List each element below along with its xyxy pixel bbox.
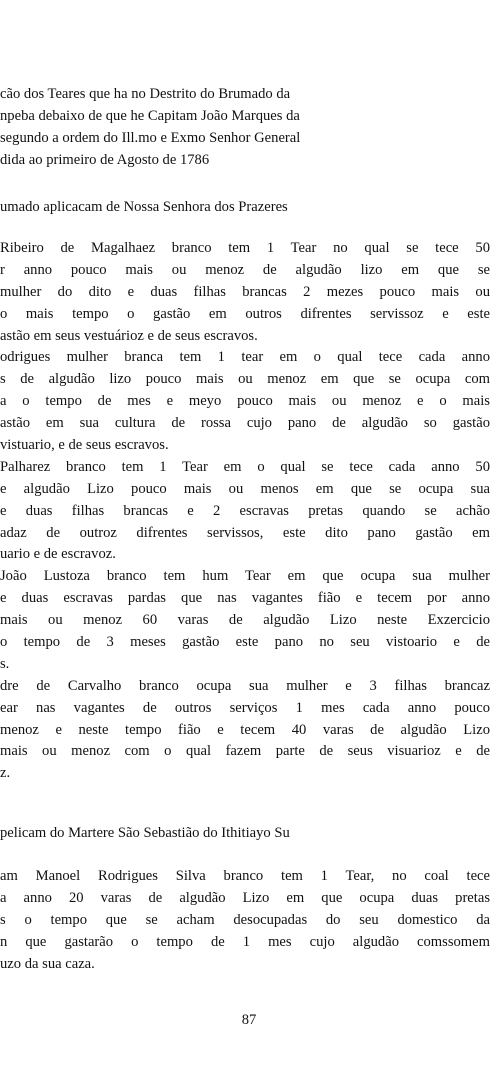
- entry-line: a o tempo de mes e meyo pouco mais ou menoz e o mais: [0, 393, 490, 410]
- entry-line: Ribeiro de Magalhaez branco tem 1 Tear no qual se tece 50: [0, 240, 490, 256]
- document-header: [0, 84, 490, 172]
- header-line: segundo a ordem do Ill.mo e Exmo Senhor General: [0, 129, 301, 146]
- entry-line: mais ou menoz com o qual fazem parte de seus visuarioz e de: [0, 743, 490, 760]
- entry-line: astão em seus vestuárioz e de seus escravos.: [0, 327, 258, 344]
- entry-line: a anno 20 varas de algudão Lizo em que ocupa duas pretas: [0, 889, 490, 906]
- entry-line: astão em sua cultura de rossa cujo pano de algudão so gastão: [0, 415, 490, 432]
- entry-line: João Lustoza branco tem hum Tear em que ocupa sua mulher: [0, 568, 490, 585]
- entry-line: r anno pouco mais ou menoz de algudão lizo em que se: [0, 261, 490, 278]
- entry-line: s de algudão lizo pouco mais ou menoz em que se ocupa com: [0, 371, 490, 388]
- entry-line: s o tempo que se acham desocupadas do seu domestico da: [0, 911, 490, 928]
- section-heading-text: pelicam do Martere São Sebastião do Ithitiayo Su: [0, 825, 290, 841]
- entry-line: adaz de outroz difrentes servissos, este dito pano gastão em: [0, 524, 490, 541]
- section-heading-text: umado aplicacam de Nossa Senhora dos Prazeres: [0, 199, 288, 215]
- entry-line: odrigues mulher branca tem 1 tear em o qual tece cada anno: [0, 349, 490, 366]
- entry-line: s.: [0, 655, 10, 672]
- entry-line: vistuario, e de seus escravos.: [0, 437, 169, 454]
- entry-line: o mais tempo o gastão em outros difrentes servissoz e este: [0, 305, 490, 322]
- entry-line: uario e de escravoz.: [0, 546, 116, 563]
- header-line: dida ao primeiro de Agosto de 1786: [0, 151, 210, 168]
- entry-line: am Manoel Rodrigues Silva branco tem 1 Tear, no coal tece: [0, 868, 490, 884]
- header-line: cão dos Teares que ha no Destrito do Brumado da: [0, 86, 291, 102]
- entry-line: uzo da sua caza.: [0, 955, 95, 972]
- entry-line: mais ou menoz 60 varas de algudão Lizo neste Exzercicio: [0, 612, 490, 629]
- section-1-entries: [0, 238, 490, 785]
- entry-line: o tempo de 3 meses gastão este pano no seu vistoario e de: [0, 634, 490, 651]
- section-heading: [0, 197, 490, 219]
- entry-line: n que gastarão o tempo de 1 mes cujo algudão comssomem: [0, 933, 490, 950]
- entry-line: e duas escravas pardas que nas vagantes fião e tecem por anno: [0, 590, 490, 607]
- section-heading: [0, 823, 490, 845]
- entry-line: dre de Carvalho branco ocupa sua mulher e 3 filhas brancaz: [0, 677, 490, 694]
- page-number: 87: [241, 1012, 257, 1028]
- entry-line: mulher do dito e duas filhas brancas 2 mezes pouco mais ou: [0, 283, 490, 300]
- header-line: npeba debaixo de que he Capitam João Marques da: [0, 107, 300, 124]
- entry-line: e algudão Lizo pouco mais ou menos em que se ocupa sua: [0, 480, 490, 497]
- section-2-entries: [0, 866, 490, 975]
- entry-line: z.: [0, 765, 11, 782]
- entry-line: Palharez branco tem 1 Tear em o qual se tece cada anno 50: [0, 458, 490, 475]
- entry-line: menoz e neste tempo fião e tecem 40 varas de algudão Lizo: [0, 721, 490, 738]
- entry-line: ear nas vagantes de outros serviços 1 mes cada anno pouco: [0, 699, 490, 716]
- entry-line: e duas filhas brancas e 2 escravas pretas quando se achão: [0, 502, 490, 519]
